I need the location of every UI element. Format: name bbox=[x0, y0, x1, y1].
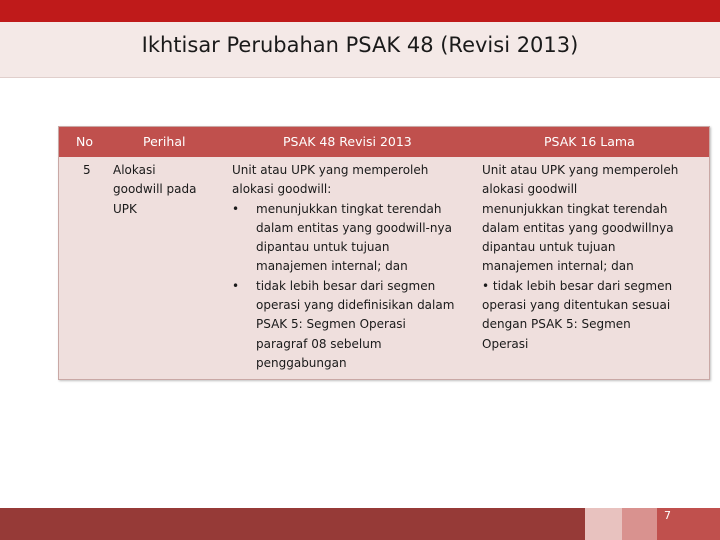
psak48-bullet-line: manajemen internal; dan bbox=[256, 259, 408, 274]
table-header bbox=[59, 127, 709, 157]
comparison-table bbox=[58, 126, 710, 380]
psak16-line: manajemen internal; dan bbox=[482, 259, 634, 274]
psak48-bullet-line: PSAK 5: Segmen Operasi bbox=[256, 317, 406, 332]
header-psak16: PSAK 16 Lama bbox=[544, 134, 635, 149]
bullet-icon: • bbox=[232, 278, 240, 293]
psak16-line: Unit atau UPK yang memperoleh bbox=[482, 163, 679, 177]
psak16-line: dipantau untuk tujuan bbox=[482, 240, 616, 255]
psak48-bullet-item bbox=[232, 277, 472, 373]
psak48-intro-line: alokasi goodwill: bbox=[232, 182, 332, 197]
cell-psak16 bbox=[482, 161, 704, 354]
psak48-intro-line: Unit atau UPK yang memperoleh bbox=[232, 163, 429, 177]
psak16-line: operasi yang ditentukan sesuai bbox=[482, 298, 671, 313]
psak48-bullet-line: tidak lebih besar dari segmen bbox=[256, 278, 436, 293]
psak16-line: Operasi bbox=[482, 336, 529, 351]
top-accent-bar bbox=[0, 0, 720, 22]
bottom-accent-square bbox=[622, 508, 657, 540]
psak16-line: dalam entitas yang goodwillnya bbox=[482, 220, 674, 235]
psak48-bullet-line: paragraf 08 sebelum bbox=[256, 336, 382, 351]
table-row bbox=[59, 157, 709, 379]
header-perihal: Perihal bbox=[143, 134, 186, 149]
psak48-bullet-item bbox=[232, 200, 472, 277]
header-no: No bbox=[76, 134, 93, 149]
cell-psak48 bbox=[232, 161, 472, 373]
psak48-bullet-line: dalam entitas yang goodwill-nya bbox=[256, 220, 452, 235]
psak16-line: • tidak lebih besar dari segmen bbox=[482, 278, 673, 293]
psak48-bullet-line: dipantau untuk tujuan bbox=[256, 240, 390, 255]
psak16-line: dengan PSAK 5: Segmen bbox=[482, 317, 631, 332]
psak48-bullet-line: operasi yang didefinisikan dalam bbox=[256, 298, 455, 313]
cell-perihal bbox=[113, 161, 223, 219]
psak48-bullet-line: menunjukkan tingkat terendah bbox=[256, 201, 442, 216]
cell-perihal-line: UPK bbox=[113, 201, 137, 216]
psak48-bullet-line: penggabungan bbox=[256, 355, 347, 370]
page-title: Ikhtisar Perubahan PSAK 48 (Revisi 2013) bbox=[141, 33, 579, 57]
cell-perihal-line: Alokasi bbox=[113, 163, 156, 177]
bottom-accent-bar bbox=[0, 508, 585, 540]
cell-no: 5 bbox=[83, 163, 91, 177]
header-psak48: PSAK 48 Revisi 2013 bbox=[283, 134, 412, 149]
page-number: 7 bbox=[664, 509, 671, 522]
psak16-line: menunjukkan tingkat terendah bbox=[482, 201, 668, 216]
bullet-icon: • bbox=[232, 201, 240, 216]
psak16-line: alokasi goodwill bbox=[482, 182, 578, 197]
bottom-accent-square bbox=[585, 508, 622, 540]
cell-perihal-line: goodwill pada bbox=[113, 182, 197, 197]
